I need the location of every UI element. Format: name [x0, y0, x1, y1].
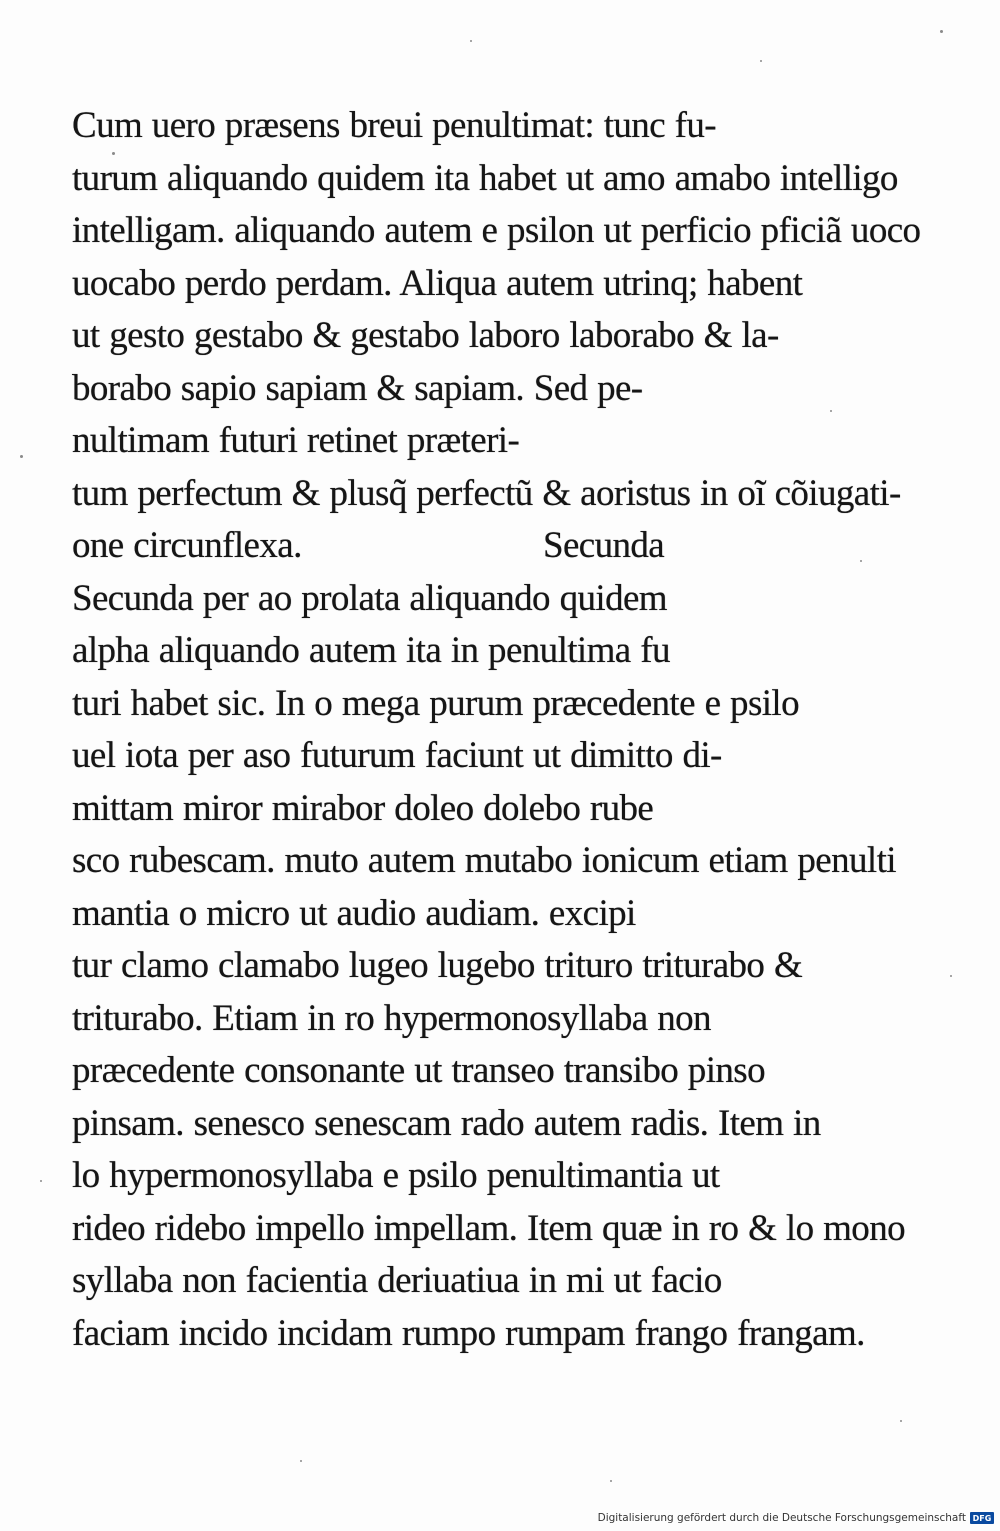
credit-text: Digitalisierung gefördert durch die Deutsche Forschungsgemeinschaft	[597, 1512, 966, 1524]
scan-speck	[40, 1180, 42, 1182]
text-line: Cum uero præsens breui penultimat: tunc fu-	[72, 105, 717, 146]
text-line: uocabo perdo perdam. Aliqua autem utrinq; habent	[72, 262, 803, 304]
text-line: turi habet sic. In o mega purum præcedente e psilo	[72, 682, 800, 724]
text-line: præcedente consonante ut transeo transibo pinso	[72, 1050, 765, 1091]
body-text	[72, 100, 952, 1360]
text-line: sco rubescam. muto autem mutabo ionicum etiam penulti	[72, 840, 896, 881]
text-line: mittam miror mirabor doleo dolebo rube	[72, 787, 654, 829]
scan-speck	[470, 40, 472, 42]
text-line: turum aliquando quidem ita habet ut amo amabo intelligo	[72, 157, 898, 199]
scan-speck	[20, 455, 23, 458]
text-line: triturabo. Etiam in ro hypermonosyllaba non	[72, 997, 711, 1039]
text-line: nultimam futuri retinet præteri-	[72, 420, 520, 461]
text-line: intelligam. aliquando autem e psilon ut perficio pficiã uoco	[72, 210, 921, 251]
scan-speck	[300, 1460, 302, 1462]
text-line: syllaba non facientia deriuatiua in mi ut facio	[72, 1260, 722, 1301]
text-line: borabo sapio sapiam & sapiam. Sed pe-	[72, 367, 643, 409]
text-line: one circunflexa. Secunda	[72, 525, 665, 566]
text-line: faciam incido incidam rumpo rumpam frango frangam.	[72, 1312, 865, 1354]
text-line: mantia o micro ut audio audiam. excipi	[72, 892, 636, 934]
text-line: Secunda per ao prolata aliquando quidem	[72, 577, 667, 619]
text-line: ut gesto gestabo & gestabo laboro laborabo & la-	[72, 315, 779, 356]
scan-speck	[610, 1480, 612, 1482]
digitization-credit	[598, 1509, 994, 1527]
text-line: alpha aliquando autem ita in penultima fu	[72, 630, 670, 671]
text-line: uel iota per aso futurum faciunt ut dimitto di-	[72, 735, 722, 776]
text-line: pinsam. senesco senescam rado autem radis. Item in	[72, 1102, 821, 1144]
scan-speck	[900, 1420, 902, 1422]
scan-speck	[760, 60, 762, 62]
scan-speck	[940, 30, 943, 33]
text-line: tur clamo clamabo lugeo lugebo trituro triturabo &	[72, 945, 803, 986]
text-line: tum perfectum & plusq̃ perfectũ & aoristus in oĩ cõiugati-	[72, 472, 901, 514]
dfg-logo-icon: DFG	[970, 1512, 994, 1524]
text-line: lo hypermonosyllaba e psilo penultimantia ut	[72, 1155, 720, 1196]
text-line: rideo ridebo impello impellam. Item quæ in ro & lo mono	[72, 1207, 906, 1249]
